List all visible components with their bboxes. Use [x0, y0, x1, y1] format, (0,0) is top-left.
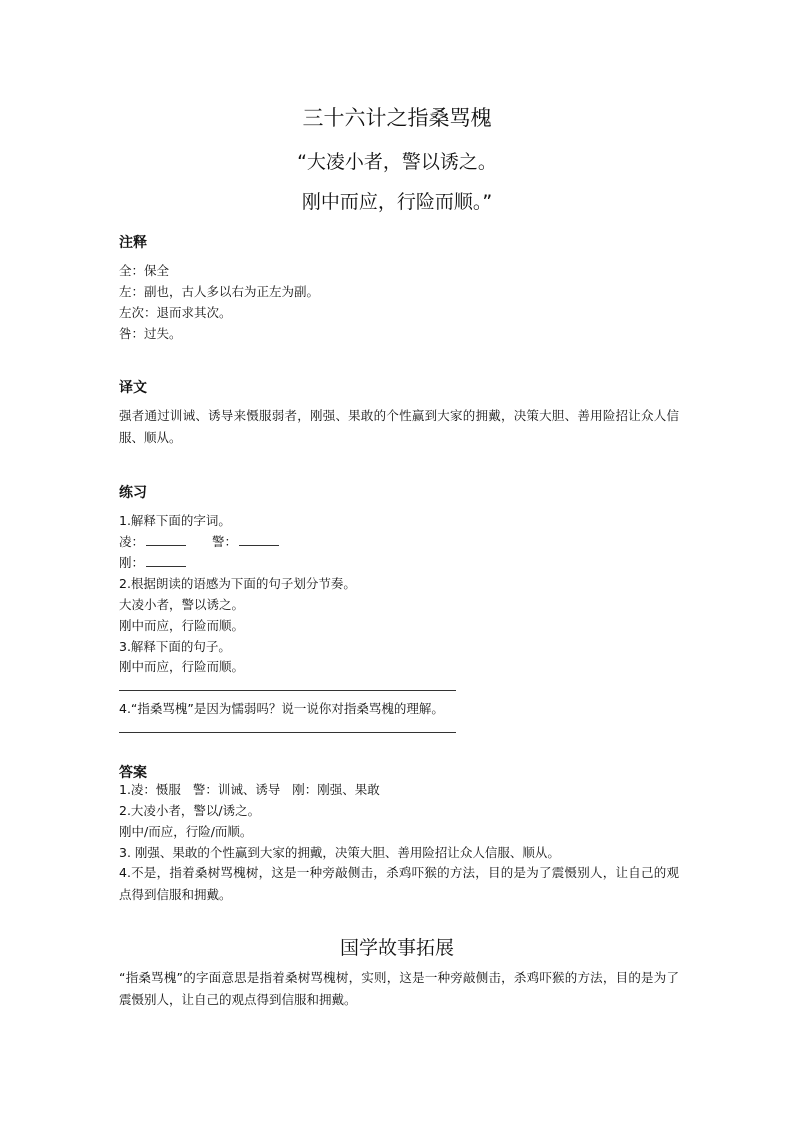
question-3: 3.解释下面的句子。: [119, 639, 231, 654]
answer-blank[interactable]: [146, 565, 186, 567]
answer-line[interactable]: [119, 690, 456, 691]
blank-label-ling: 凌：: [119, 534, 145, 549]
answers-heading: 答案: [119, 765, 147, 781]
page-title: 三十六计之指桑骂槐: [302, 106, 492, 130]
answer-blank[interactable]: [239, 544, 279, 546]
notes-heading: 注释: [119, 235, 147, 251]
quote-line-2: 刚中而应，行险而顺。”: [301, 191, 493, 213]
answer-1: 1.凌：慑服 警：训诫、诱导 刚：刚强、果敢: [119, 782, 380, 797]
answer-2: 2.大凌小者，警以/诱之。: [119, 803, 261, 818]
blank-label-gang: 刚：: [119, 555, 145, 570]
translation-text: 强者通过训诫、诱导来慑服弱者，刚强、果敢的个性赢到大家的拥戴，决策大胆、善用险招让众人信服、顺从。: [119, 408, 679, 445]
extension-title: 国学故事拓展: [339, 937, 454, 959]
answer-2-continued: 刚中/而应，行险/而顺。: [119, 824, 253, 839]
blank-label-jing: 警：: [212, 534, 238, 549]
answer-3: 3. 刚强、果敢的个性赢到大家的拥戴，决策大胆、善用险招让众人信服、顺从。: [119, 845, 560, 860]
question-2-sentence: 大凌小者，警以诱之。: [119, 597, 245, 612]
question-1-blank-row-2: [119, 557, 186, 570]
exercise-heading: 练习: [119, 485, 147, 501]
note-item: 左次：退而求其次。: [119, 305, 232, 320]
question-1: 1.解释下面的字词。: [119, 513, 231, 528]
extension-text: “指桑骂槐”的字面意思是指着桑树骂槐树，实则，这是一种旁敲侧击，杀鸡吓猴的方法，目的是为了震慑别人，让自己的观点得到信服和拥戴。: [119, 970, 679, 1007]
answer-line[interactable]: [119, 732, 456, 733]
quote-line-1: “大凌小者，警以诱之。: [297, 151, 497, 173]
note-item: 咎：过失。: [119, 326, 182, 341]
question-1-blanks-row: [119, 536, 279, 549]
note-item: 左：副也，古人多以右为正左为副。: [119, 284, 320, 299]
translation-heading: 译文: [119, 380, 147, 396]
question-4: 4.“指桑骂槐”是因为懦弱吗？说一说你对指桑骂槐的理解。: [119, 701, 444, 716]
question-3-sentence: 刚中而应，行险而顺。: [119, 659, 245, 674]
question-2: 2.根据朗读的语感为下面的句子划分节奏。: [119, 576, 356, 591]
note-item: 全：保全: [119, 263, 170, 278]
answer-blank[interactable]: [146, 544, 186, 546]
answer-4: 4.不是，指着桑树骂槐树，这是一种旁敲侧击，杀鸡吓猴的方法，目的是为了震慑别人，让自己的观点得到信服和拥戴。: [119, 865, 679, 902]
question-2-sentence: 刚中而应，行险而顺。: [119, 618, 245, 633]
